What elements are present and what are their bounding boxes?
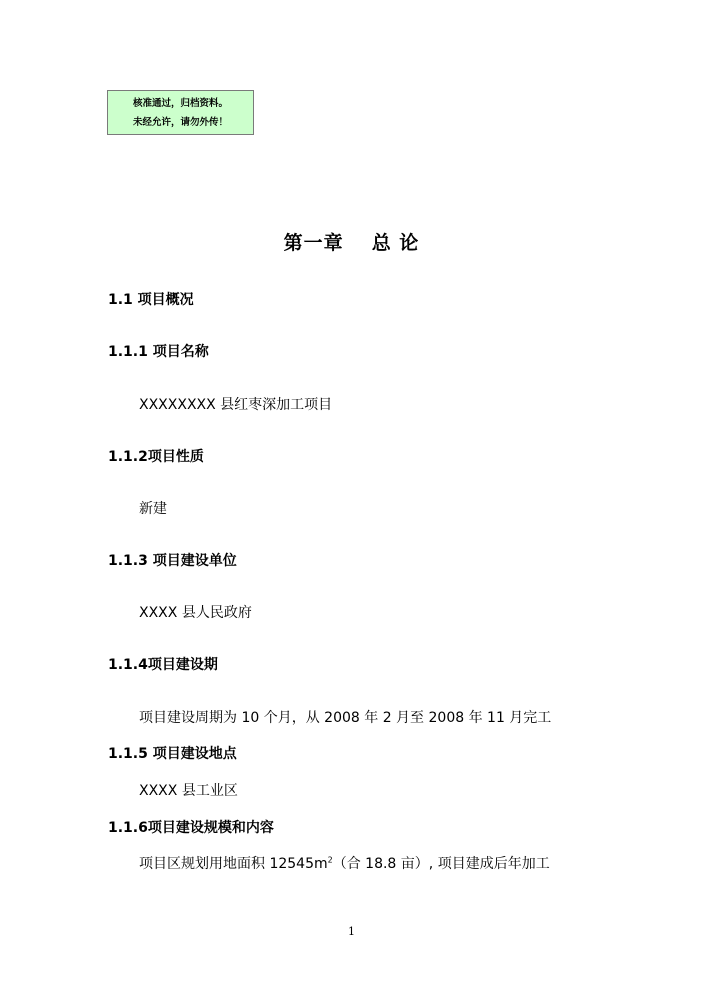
page-number: 1: [348, 925, 355, 938]
stamp-line-1: 核准通过，归档资料。: [132, 97, 228, 109]
scale-text-part-a: 项目区规划用地面积 12545m: [139, 856, 328, 872]
superscript-2: 2: [327, 855, 333, 865]
construction-scale-text: [139, 853, 550, 873]
project-nature-text: 新建: [139, 501, 167, 517]
scale-text-part-b: （合 18.8 亩）, 项目建成后年加工: [332, 856, 550, 872]
approval-stamp: [107, 90, 254, 135]
construction-unit-text: XXXX 县人民政府: [139, 605, 252, 621]
stamp-line-2: 未经允许，请勿外传！: [132, 116, 228, 128]
section-heading-1-1: 1.1 项目概况: [108, 292, 194, 308]
construction-period-text: 项目建设周期为 10 个月，从 2008 年 2 月至 2008 年 11 月完工: [139, 710, 552, 726]
section-heading-1-1-1: 1.1.1 项目名称: [108, 344, 209, 360]
section-heading-1-1-6: 1.1.6项目建设规模和内容: [108, 820, 274, 836]
section-heading-1-1-3: 1.1.3 项目建设单位: [108, 553, 237, 569]
chapter-name: 总 论: [371, 232, 420, 254]
chapter-number: 第一章: [283, 232, 344, 254]
section-heading-1-1-2: 1.1.2项目性质: [108, 449, 204, 465]
section-heading-1-1-5: 1.1.5 项目建设地点: [108, 746, 237, 762]
chapter-title: [0, 228, 703, 255]
construction-site-text: XXXX 县工业区: [139, 783, 238, 799]
project-name-text: XXXXXXXX 县红枣深加工项目: [139, 397, 333, 413]
section-heading-1-1-4: 1.1.4项目建设期: [108, 657, 218, 673]
